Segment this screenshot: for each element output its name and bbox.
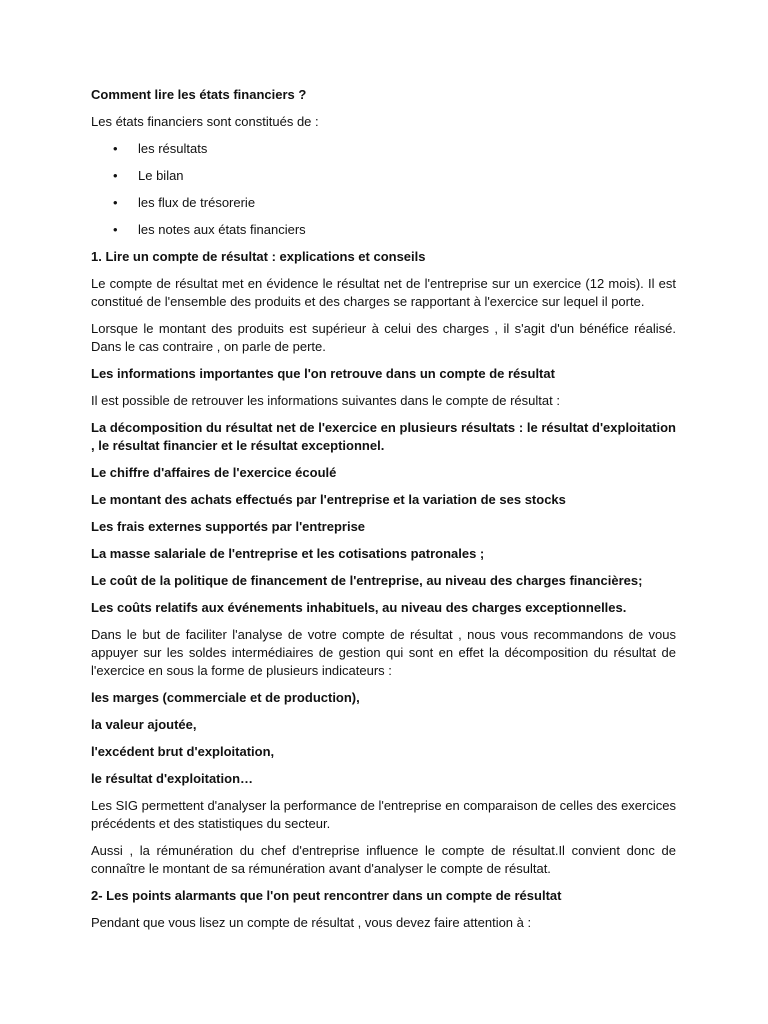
list-item: • les résultats	[113, 141, 208, 156]
section1-para3: Les SIG permettent d'analyser la performance de l'entreprise en comparaison de celles des exercices précédents et des statistiques du secteur.	[91, 798, 676, 831]
intro-text: Les états financiers sont constitués de :	[91, 114, 319, 129]
indicator-item: la valeur ajoutée,	[91, 717, 197, 732]
list-item: • les notes aux états financiers	[113, 222, 306, 237]
info-item: La masse salariale de l'entreprise et les cotisations patronales ;	[91, 546, 485, 561]
indicator-item: l'excédent brut d'exploitation,	[91, 744, 275, 759]
sig-paragraph: Dans le but de faciliter l'analyse de votre compte de résultat , nous vous recommandons de vous appuyer sur les soldes intermédiaires de gestion qui sont en effet la décomposition du résultat de l'exercice en sous la forme de plusieurs indicateurs :	[91, 627, 676, 678]
indicator-item: le résultat d'exploitation…	[91, 771, 254, 786]
bullet-icon: •	[113, 168, 118, 183]
info-item: Le coût de la politique de financement de l'entreprise, au niveau des charges financières;	[91, 573, 643, 588]
info-item: Le montant des achats effectués par l'entreprise et la variation de ses stocks	[91, 492, 566, 507]
document-title: Comment lire les états financiers ?	[91, 87, 307, 102]
section1-para4: Aussi , la rémunération du chef d'entreprise influence le compte de résultat.Il convient donc de connaître le montant de sa rémunération avant d'analyser le compte de résultat.	[91, 843, 676, 876]
section2-para1: Pendant que vous lisez un compte de résultat , vous devez faire attention à :	[91, 915, 532, 930]
section1-heading: 1. Lire un compte de résultat : explications et conseils	[91, 249, 426, 264]
info-item: Les frais externes supportés par l'entreprise	[91, 519, 366, 534]
list-item: • les flux de trésorerie	[113, 195, 256, 210]
components-list	[91, 140, 676, 239]
section1-para1: Le compte de résultat met en évidence le résultat net de l'entreprise sur un exercice (12 mois). Il est constitué de l'ensemble des produits et des charges se rapportant à l'exercice sur lequel il porte.	[91, 276, 676, 309]
document-page	[91, 86, 676, 941]
section2-heading: 2- Les points alarmants que l'on peut rencontrer dans un compte de résultat	[91, 888, 562, 903]
bullet-icon: •	[113, 141, 118, 156]
info-intro: Il est possible de retrouver les informations suivantes dans le compte de résultat :	[91, 393, 560, 408]
info-heading: Les informations importantes que l'on retrouve dans un compte de résultat	[91, 366, 555, 381]
indicator-item: les marges (commerciale et de production),	[91, 690, 360, 705]
list-item: • Le bilan	[113, 168, 184, 183]
bullet-icon: •	[113, 222, 118, 237]
info-item: Les coûts relatifs aux événements inhabituels, au niveau des charges exceptionnelles.	[91, 600, 627, 615]
info-item: Le chiffre d'affaires de l'exercice écoulé	[91, 465, 337, 480]
info-item: La décomposition du résultat net de l'exercice en plusieurs résultats : le résultat d'exploitation , le résultat financier et le résultat exceptionnel.	[91, 420, 676, 453]
bullet-icon: •	[113, 195, 118, 210]
section1-para2: Lorsque le montant des produits est supérieur à celui des charges , il s'agit d'un bénéfice réalisé. Dans le cas contraire , on parle de perte.	[91, 321, 676, 354]
